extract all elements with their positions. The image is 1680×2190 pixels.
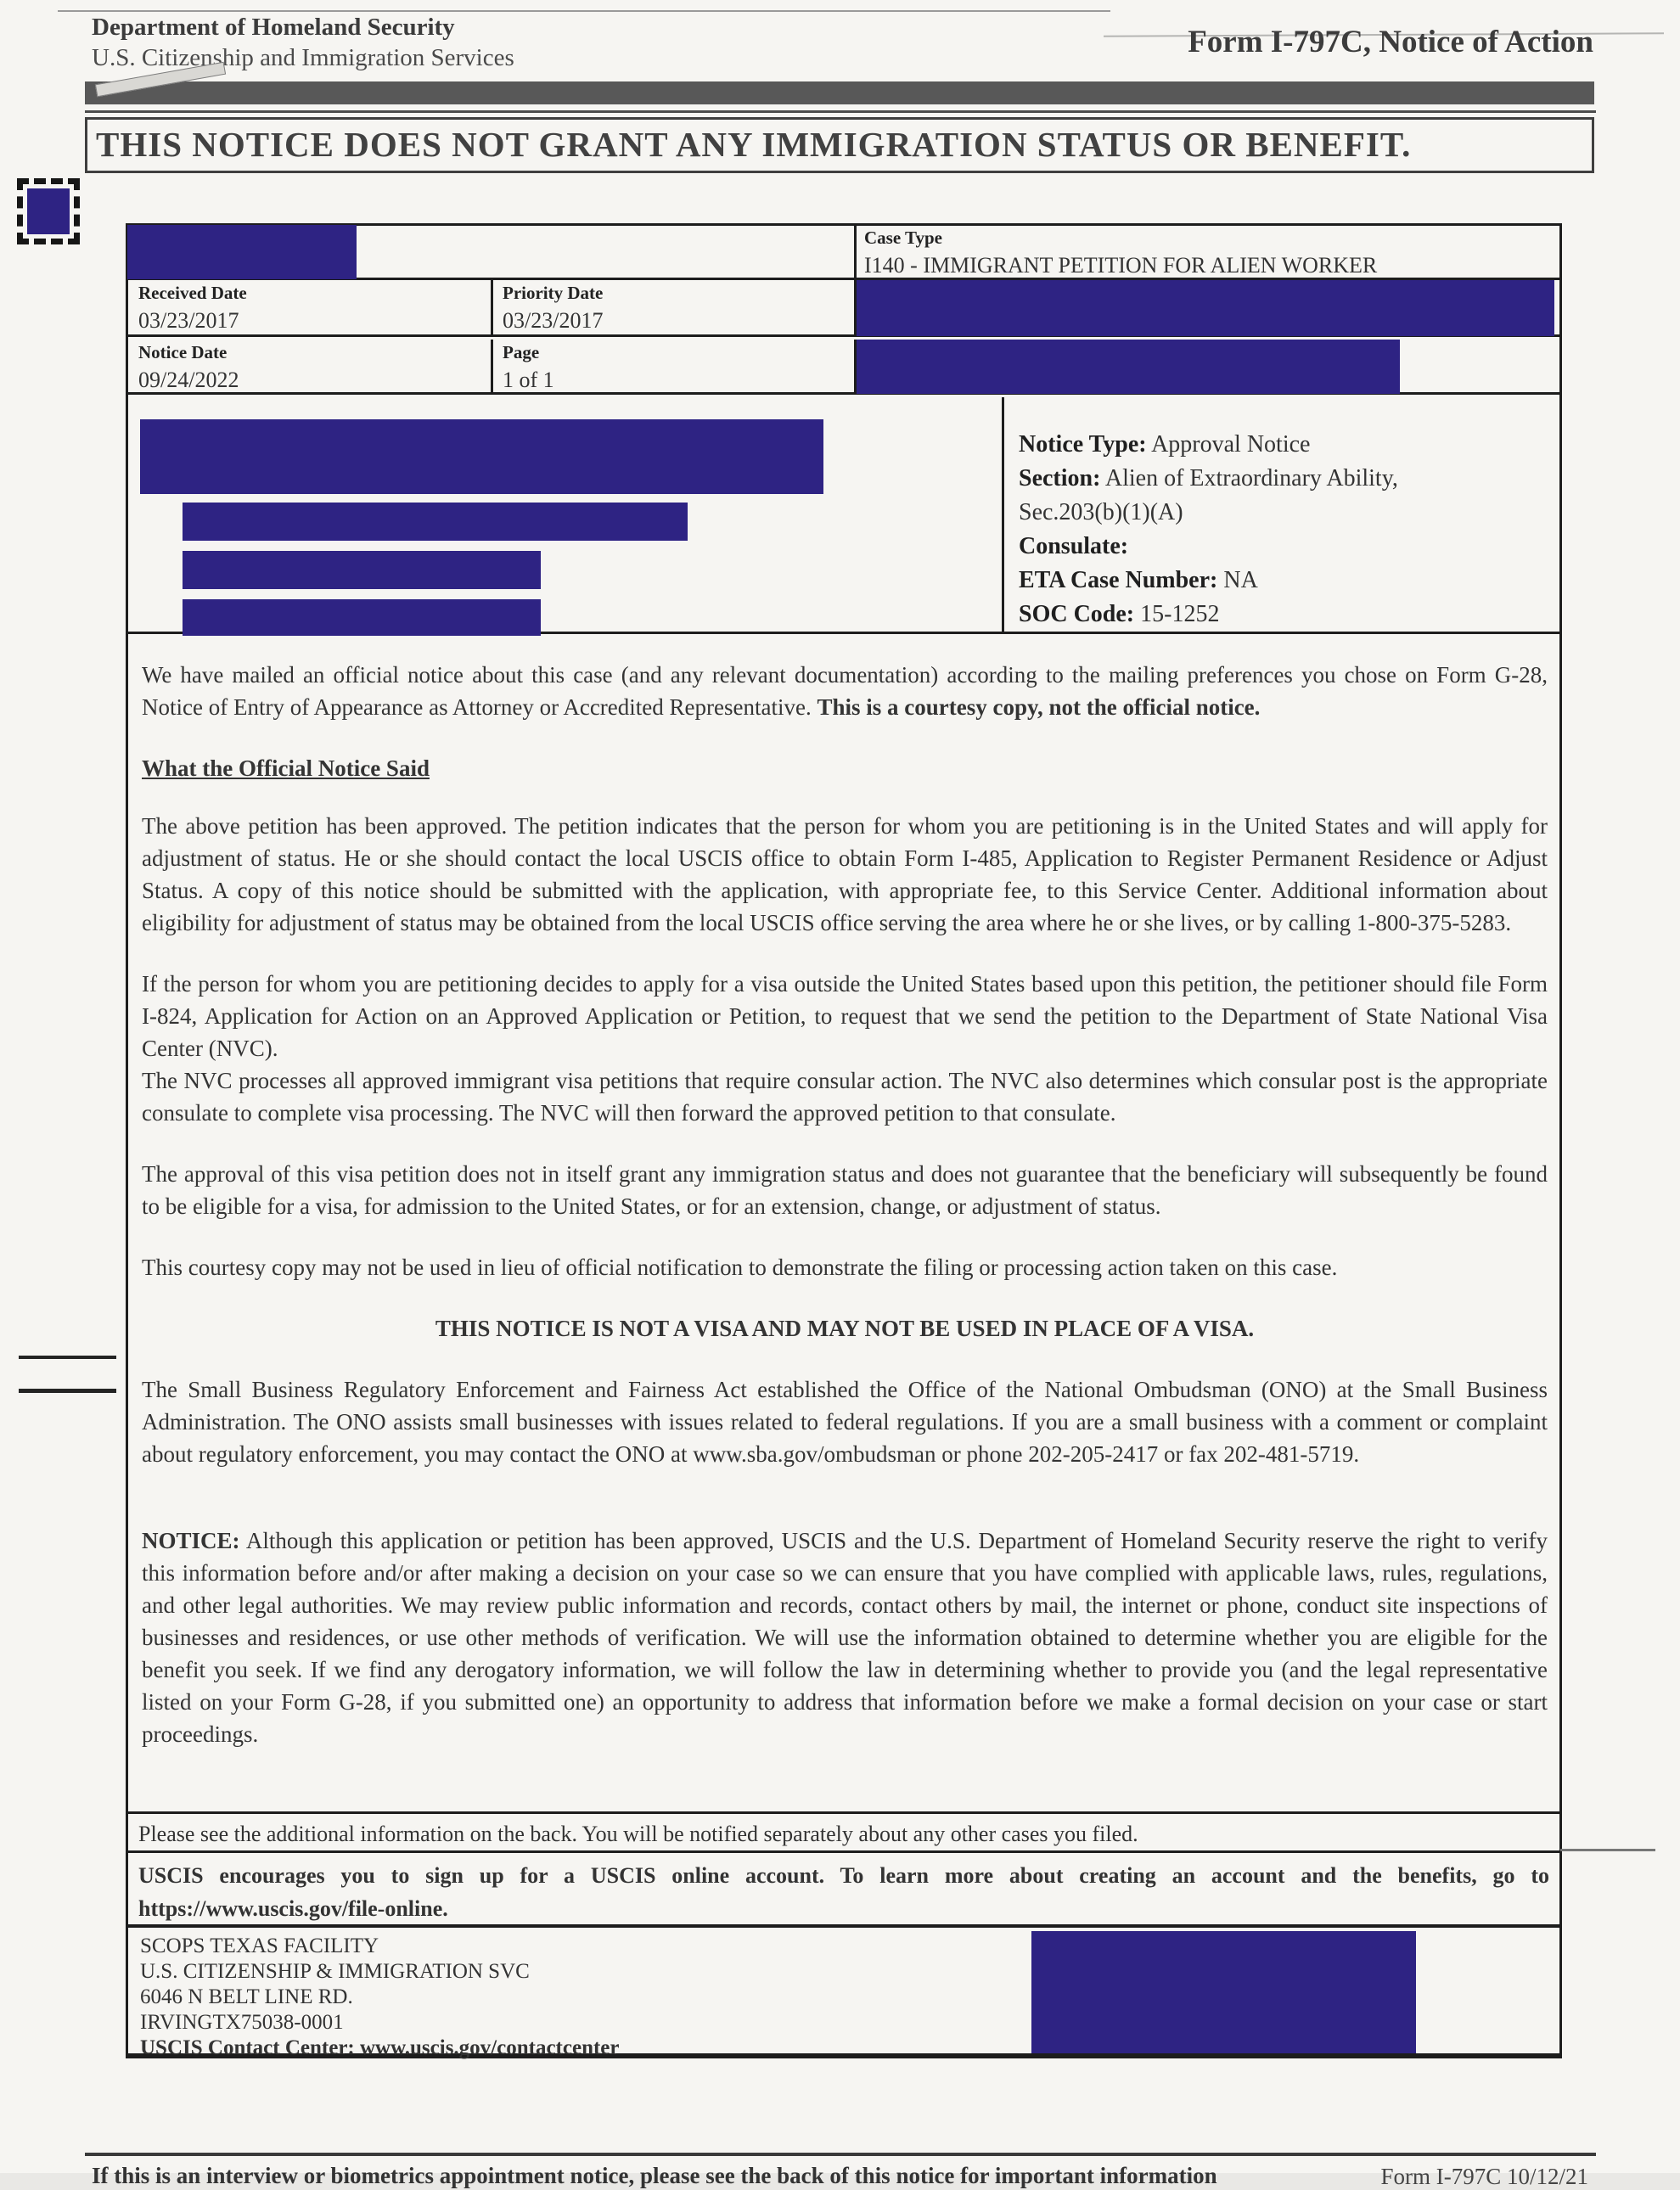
section-line: [1019, 465, 1398, 492]
heading-official-notice: What the Official Notice Said: [142, 755, 430, 781]
consulate-label: Consulate:: [1019, 533, 1129, 559]
page-cell: [503, 342, 554, 393]
header-divider-bar: [85, 81, 1594, 104]
address-notice-section: [128, 397, 1559, 634]
soc-label: SOC Code:: [1019, 601, 1135, 627]
service-center-address: [140, 1934, 620, 2061]
priority-date-cell: [503, 283, 603, 334]
paragraph-approved: The above petition has been approved. The petition indicates that the person for whom you are petitioning is in the United States and will apply for adjustment of status. He or she should contact the local USCIS office to obtain Form I-485, Application to Register Permanent Residence or Adjust Status. A copy of this notice should be submitted with the application, with appropriate fee, to this Service Center. Additional information about eligibility for adjustment of status may be obtained from the local USCIS office serving the area where he or she lives, or by calling 1-800-375-5283.: [142, 813, 1548, 935]
soc-line: [1019, 601, 1219, 628]
eta-value: NA: [1217, 567, 1258, 593]
paragraph-text: We have mailed an official notice about this case (and any relevant documentation) according to the mailing preferences you chose on Form G-28, Notice of Entry of Appearance as Attorney or Accredited Representative.: [142, 662, 1548, 720]
notice-text: Although this application or petition has been approved, USCIS and the U.S. Department of Homeland Security reserve the right to verify this information before and/or after making a decision on your case so we can ensure that you have complied with applicable laws, rules, regulations, and other legal authorities. We may review public information and records, contact others by mail, the internet or phone, conduct site inspections of businesses and residences, or use other methods of verification. We will use the information obtained to determine whether you are eligible for the benefit you seek. If we find any derogatory information, we will follow the law in determining whether to provide you (and the legal representative listed on your Form G-28, if you submitted one) an opportunity to address that information before we make a formal decision on your case or start proceedings.: [142, 1528, 1548, 1747]
cell-divider: [854, 226, 857, 278]
section-value: Alien of Extraordinary Ability,: [1100, 465, 1398, 491]
contact-center-line: USCIS Contact Center: www.uscis.gov/contactcenter: [140, 2036, 620, 2059]
margin-mark: [19, 1356, 116, 1359]
notice-main-box: [126, 223, 1562, 2058]
cell-divider: [491, 280, 493, 334]
priority-date-value: 03/23/2017: [503, 308, 604, 333]
table-row-dates-2: [128, 340, 1559, 395]
not-a-visa-heading: THIS NOTICE IS NOT A VISA AND MAY NOT BE USED IN PLACE OF A VISA.: [435, 1316, 1255, 1341]
redaction-block-receipt-number: [127, 225, 357, 279]
redaction-block-petitioner: [857, 280, 1554, 336]
scan-artifact-line: [58, 10, 1110, 12]
redacted-stamp-icon: [17, 178, 80, 244]
agency-subname: U.S. Citizenship and Immigration Services: [92, 44, 514, 71]
case-type-label: Case Type: [864, 227, 942, 248]
received-date-label: Received Date: [138, 283, 247, 303]
paragraph-text-bold: This is a courtesy copy, not the official notice.: [817, 694, 1261, 720]
redaction-block-barcode: [1031, 1931, 1416, 2053]
notice-date-value: 09/24/2022: [138, 368, 239, 392]
interview-note: If this is an interview or biometrics appointment notice, please see the back of this notice for important information: [92, 2163, 1217, 2188]
cell-divider: [1002, 397, 1004, 632]
case-type-cell: [864, 227, 1377, 278]
office-line: IRVINGTX75038-0001: [140, 2011, 344, 2034]
office-line: SCOPS TEXAS FACILITY: [140, 1934, 379, 1957]
scan-artifact-line: [1560, 1849, 1655, 1851]
form-footer: Form I-797C 10/12/21: [1380, 2164, 1588, 2189]
section-value-2: Sec.203(b)(1)(A): [1019, 499, 1183, 525]
online-account-row: [128, 1856, 1559, 1928]
no-benefit-banner: THIS NOTICE DOES NOT GRANT ANY IMMIGRATION STATUS OR BENEFIT.: [85, 117, 1594, 173]
page-value: 1 of 1: [503, 368, 554, 392]
received-date-value: 03/23/2017: [138, 308, 239, 333]
soc-value: 15-1252: [1134, 601, 1220, 627]
paragraph-courtesy-limit: This courtesy copy may not be used in lieu of official notification to demonstrate the filing or processing action taken on this case.: [142, 1255, 1338, 1280]
redaction-block-address: [183, 503, 688, 541]
table-row-dates-1: [128, 280, 1559, 337]
table-row-case-type: [128, 226, 1559, 280]
office-line: U.S. CITIZENSHIP & IMMIGRATION SVC: [140, 1960, 530, 1983]
paragraph-approval-limits: The approval of this visa petition does not in itself grant any immigration status and does not guarantee that the beneficiary will subsequently be found to be eligible for a visa, for admission to the United States, or for an extension, change, or adjustment of status.: [142, 1161, 1548, 1219]
back-info-text: Please see the additional information on the back. You will be notified separately about any other cases you filed.: [138, 1822, 1138, 1846]
bottom-rule: [85, 2153, 1596, 2156]
online-account-text: USCIS encourages you to sign up for a USCIS online account. To learn more about creating an account and the benefits, go to https://www.uscis.gov/file-online.: [138, 1863, 1549, 1921]
page-label: Page: [503, 342, 540, 362]
paragraph-courtesy: [142, 659, 1548, 723]
paragraph-nvc: The NVC processes all approved immigrant visa petitions that require consular action. The NVC also determines which consular post is the appropriate consulate to complete visa processing. The NVC will then forward the approved petition to that consulate.: [142, 1068, 1548, 1126]
notice-type-line: [1019, 431, 1310, 458]
agency-name: Department of Homeland Security: [92, 14, 455, 41]
section-line-2: [1019, 499, 1183, 526]
section-label: Section:: [1019, 465, 1101, 491]
back-info-row: [128, 1817, 1559, 1853]
redaction-block-address: [140, 419, 823, 494]
consulate-line: [1019, 533, 1128, 560]
case-type-value: I140 - IMMIGRANT PETITION FOR ALIEN WORKER: [864, 253, 1378, 278]
eta-line: [1019, 567, 1258, 594]
notice-date-label: Notice Date: [138, 342, 228, 362]
redaction-block-address: [183, 599, 541, 636]
received-date-cell: [138, 283, 247, 334]
redaction-block-beneficiary: [857, 340, 1400, 394]
banner-top-rule: [85, 110, 1596, 113]
paragraph-notice: [142, 1525, 1548, 1750]
eta-label: ETA Case Number:: [1019, 567, 1218, 593]
notice-label: NOTICE:: [142, 1528, 240, 1553]
paragraph-visa-outside: If the person for whom you are petitioning decides to apply for a visa outside the United States based upon this petition, the petitioner should file Form I-824, Application for Action on an Approved Application or Petition, to request that we send the petition to the Department of State National Visa Center (NVC).: [142, 971, 1548, 1061]
form-title: Form I-797C, Notice of Action: [1188, 25, 1593, 59]
notice-type-value: Approval Notice: [1146, 431, 1311, 458]
notice-date-cell: [138, 342, 239, 393]
redaction-block-address: [183, 551, 541, 589]
redaction-block: [27, 188, 70, 234]
priority-date-label: Priority Date: [503, 283, 604, 303]
margin-mark: [19, 1389, 116, 1393]
cell-divider: [491, 340, 493, 392]
body-text: [142, 659, 1548, 1779]
paragraph-ombudsman: The Small Business Regulatory Enforcement and Fairness Act established the Office of the National Ombudsman (ONO) at the Small Business Administration. The ONO assists small businesses with issues related to federal regulations. If you are a small business with a comment or complaint about regulatory enforcement, you may contact the ONO at www.sba.gov/ombudsman or phone 202-205-2417 or fax 202-481-5719.: [142, 1377, 1548, 1467]
body-section: [128, 637, 1559, 1814]
office-line: 6046 N BELT LINE RD.: [140, 1985, 353, 2008]
notice-type-label: Notice Type:: [1019, 431, 1147, 458]
